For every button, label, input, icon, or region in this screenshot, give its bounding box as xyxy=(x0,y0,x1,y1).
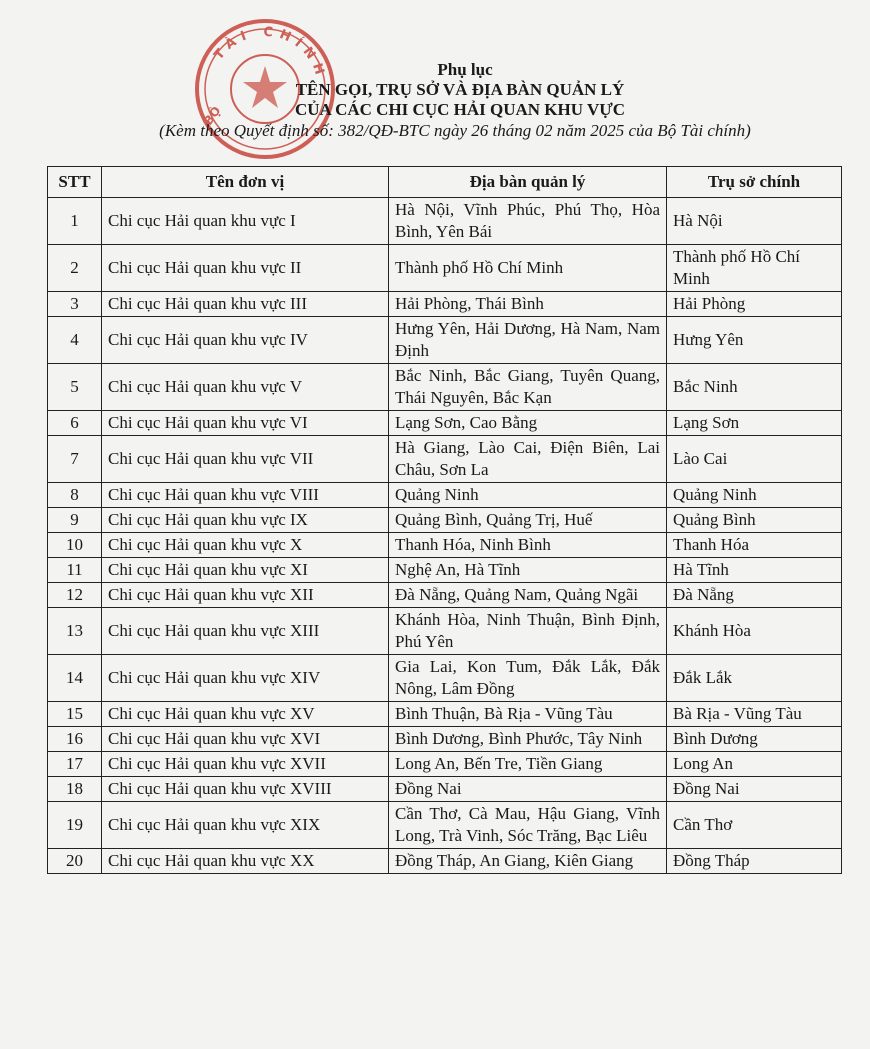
row-area: Hưng Yên, Hải Dương, Hà Nam, Nam Định xyxy=(389,317,667,364)
table-row xyxy=(48,317,842,364)
header-managed-area: Địa bàn quản lý xyxy=(389,167,667,198)
row-hq: Quảng Bình xyxy=(667,508,842,533)
table-row xyxy=(48,702,842,727)
row-unit: Chi cục Hải quan khu vực XVI xyxy=(102,727,389,752)
row-unit: Chi cục Hải quan khu vực VI xyxy=(102,411,389,436)
row-hq: Bắc Ninh xyxy=(667,364,842,411)
row-hq: Đồng Nai xyxy=(667,777,842,802)
table-row xyxy=(48,558,842,583)
row-unit: Chi cục Hải quan khu vực III xyxy=(102,292,389,317)
row-area: Lạng Sơn, Cao Bằng xyxy=(389,411,667,436)
row-area: Thành phố Hồ Chí Minh xyxy=(389,245,667,292)
row-area: Nghệ An, Hà Tĩnh xyxy=(389,558,667,583)
row-hq: Cần Thơ xyxy=(667,802,842,849)
row-stt: 18 xyxy=(48,777,102,802)
row-stt: 10 xyxy=(48,533,102,558)
table-row xyxy=(48,436,842,483)
row-unit: Chi cục Hải quan khu vực X xyxy=(102,533,389,558)
document-title-line1: TÊN GỌI, TRỤ SỞ VÀ ĐỊA BÀN QUẢN LÝ xyxy=(295,80,625,99)
row-unit: Chi cục Hải quan khu vực XIV xyxy=(102,655,389,702)
row-stt: 15 xyxy=(48,702,102,727)
table-row xyxy=(48,849,842,874)
table-row xyxy=(48,411,842,436)
row-unit: Chi cục Hải quan khu vực XIII xyxy=(102,608,389,655)
appendix-label: Phụ lục xyxy=(437,60,493,79)
row-area: Hải Phòng, Thái Bình xyxy=(389,292,667,317)
row-hq: Thành phố Hồ Chí Minh xyxy=(667,245,842,292)
row-hq: Thanh Hóa xyxy=(667,533,842,558)
row-unit: Chi cục Hải quan khu vực XII xyxy=(102,583,389,608)
row-stt: 8 xyxy=(48,483,102,508)
row-hq: Đắk Lắk xyxy=(667,655,842,702)
row-stt: 13 xyxy=(48,608,102,655)
row-unit: Chi cục Hải quan khu vực XVIII xyxy=(102,777,389,802)
row-stt: 17 xyxy=(48,752,102,777)
decision-reference-note: (Kèm theo Quyết định số: 382/QĐ-BTC ngày 26 tháng 02 năm 2025 của Bộ Tài chính) xyxy=(159,121,751,140)
row-stt: 1 xyxy=(48,198,102,245)
row-hq: Đồng Tháp xyxy=(667,849,842,874)
row-stt: 19 xyxy=(48,802,102,849)
header-stt: STT xyxy=(48,167,102,198)
table-row xyxy=(48,533,842,558)
row-area: Thanh Hóa, Ninh Bình xyxy=(389,533,667,558)
row-area: Cần Thơ, Cà Mau, Hậu Giang, Vĩnh Long, Trà Vinh, Sóc Trăng, Bạc Liêu xyxy=(389,802,667,849)
row-hq: Hải Phòng xyxy=(667,292,842,317)
table-row xyxy=(48,198,842,245)
svg-text:TÀI CHÍNH: TÀI CHÍNH xyxy=(211,24,329,83)
document-title-line2: CỦA CÁC CHI CỤC HẢI QUAN KHU VỰC xyxy=(294,100,626,119)
table-row xyxy=(48,727,842,752)
row-area: Khánh Hòa, Ninh Thuận, Bình Định, Phú Yên xyxy=(389,608,667,655)
table-row xyxy=(48,483,842,508)
row-unit: Chi cục Hải quan khu vực VIII xyxy=(102,483,389,508)
row-hq: Lào Cai xyxy=(667,436,842,483)
row-stt: 6 xyxy=(48,411,102,436)
row-unit: Chi cục Hải quan khu vực XV xyxy=(102,702,389,727)
table-row xyxy=(48,292,842,317)
row-hq: Lạng Sơn xyxy=(667,411,842,436)
row-area: Quảng Bình, Quảng Trị, Huế xyxy=(389,508,667,533)
row-stt: 14 xyxy=(48,655,102,702)
row-hq: Bình Dương xyxy=(667,727,842,752)
row-stt: 7 xyxy=(48,436,102,483)
row-unit: Chi cục Hải quan khu vực VII xyxy=(102,436,389,483)
row-area: Gia Lai, Kon Tum, Đắk Lắk, Đắk Nông, Lâm Đồng xyxy=(389,655,667,702)
row-hq: Hưng Yên xyxy=(667,317,842,364)
table-row xyxy=(48,777,842,802)
row-stt: 11 xyxy=(48,558,102,583)
row-area: Bắc Ninh, Bắc Giang, Tuyên Quang, Thái Nguyên, Bắc Kạn xyxy=(389,364,667,411)
row-unit: Chi cục Hải quan khu vực XVII xyxy=(102,752,389,777)
row-unit: Chi cục Hải quan khu vực XI xyxy=(102,558,389,583)
row-hq: Hà Nội xyxy=(667,198,842,245)
row-area: Hà Nội, Vĩnh Phúc, Phú Thọ, Hòa Bình, Yên Bái xyxy=(389,198,667,245)
row-stt: 4 xyxy=(48,317,102,364)
document-header xyxy=(0,60,870,142)
row-area: Đồng Tháp, An Giang, Kiên Giang xyxy=(389,849,667,874)
row-area: Bình Thuận, Bà Rịa - Vũng Tàu xyxy=(389,702,667,727)
row-area: Long An, Bến Tre, Tiền Giang xyxy=(389,752,667,777)
table-row xyxy=(48,655,842,702)
table-header-row xyxy=(48,167,842,198)
row-unit: Chi cục Hải quan khu vực I xyxy=(102,198,389,245)
table-row xyxy=(48,508,842,533)
row-stt: 3 xyxy=(48,292,102,317)
table-row xyxy=(48,583,842,608)
row-stt: 12 xyxy=(48,583,102,608)
row-unit: Chi cục Hải quan khu vực IX xyxy=(102,508,389,533)
row-unit: Chi cục Hải quan khu vực IV xyxy=(102,317,389,364)
row-area: Đồng Nai xyxy=(389,777,667,802)
row-hq: Quảng Ninh xyxy=(667,483,842,508)
row-stt: 20 xyxy=(48,849,102,874)
table-row xyxy=(48,608,842,655)
row-hq: Hà Tĩnh xyxy=(667,558,842,583)
row-hq: Bà Rịa - Vũng Tàu xyxy=(667,702,842,727)
row-hq: Long An xyxy=(667,752,842,777)
table-row xyxy=(48,245,842,292)
row-unit: Chi cục Hải quan khu vực II xyxy=(102,245,389,292)
row-hq: Đà Nẵng xyxy=(667,583,842,608)
row-stt: 2 xyxy=(48,245,102,292)
row-unit: Chi cục Hải quan khu vực XIX xyxy=(102,802,389,849)
row-area: Quảng Ninh xyxy=(389,483,667,508)
row-stt: 9 xyxy=(48,508,102,533)
row-stt: 16 xyxy=(48,727,102,752)
customs-branch-table xyxy=(47,166,842,874)
row-area: Đà Nẵng, Quảng Nam, Quảng Ngãi xyxy=(389,583,667,608)
table-row xyxy=(48,364,842,411)
table-row xyxy=(48,752,842,777)
row-unit: Chi cục Hải quan khu vực V xyxy=(102,364,389,411)
svg-text:BỘ: BỘ xyxy=(200,103,224,128)
row-area: Hà Giang, Lào Cai, Điện Biên, Lai Châu, Sơn La xyxy=(389,436,667,483)
row-hq: Khánh Hòa xyxy=(667,608,842,655)
row-unit: Chi cục Hải quan khu vực XX xyxy=(102,849,389,874)
header-headquarters: Trụ sở chính xyxy=(667,167,842,198)
row-stt: 5 xyxy=(48,364,102,411)
table-row xyxy=(48,802,842,849)
row-area: Bình Dương, Bình Phước, Tây Ninh xyxy=(389,727,667,752)
header-unit-name: Tên đơn vị xyxy=(102,167,389,198)
